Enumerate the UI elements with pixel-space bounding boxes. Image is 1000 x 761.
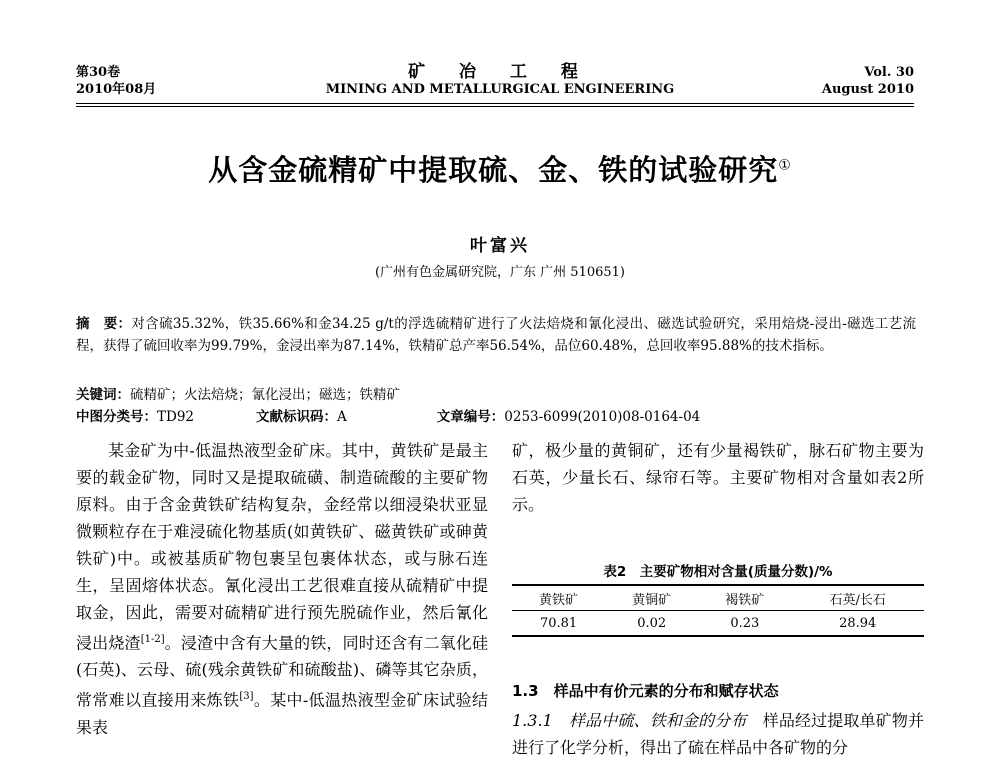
classification-line: [76, 406, 700, 428]
table-header-cell: 黄铁矿: [512, 585, 605, 611]
table-cell: 0.02: [605, 611, 698, 637]
body-left-column: [76, 437, 488, 741]
table-cell: 0.23: [698, 611, 791, 637]
date-cn: 2010年08月: [76, 82, 157, 97]
keywords-label: 关键词：: [76, 387, 130, 403]
body-text-3: 。某中-低温热液型金矿床试验结果表: [76, 690, 488, 737]
citation-3: [3]: [239, 691, 254, 703]
abstract: [76, 313, 916, 357]
article-meta: [76, 384, 700, 428]
title-footnote-mark: ①: [778, 157, 792, 174]
paper-title-text: 从含金硫精矿中提取硫、金、铁的试验研究: [208, 153, 779, 187]
journal-issue-en: [822, 64, 914, 98]
article-no-label: 文章编号：: [436, 409, 505, 425]
body-text-1: 某金矿为中-低温热液型金矿床。其中，黄铁矿是最主要的载金矿物，同时又是提取硫磺、制造硫酸的主要矿物原料。由于含金黄铁矿结构复杂，金经常以细浸染状亚显微颗粒存在于难浸硫化物基质(如黄铁矿、磁黄铁矿或砷黄铁矿)中。或被基质矿物包裹呈包裹体状态，或与脉石连生，呈固熔体状态。氰化浸出工艺很难直接从硫精矿中提取金，因此，需要对硫精矿进行预先脱硫作业，然后氰化浸出烧渣: [76, 441, 488, 653]
header-rule-bottom: [76, 106, 914, 107]
abstract-text: 对含硫35.32%，铁35.66%和金34.25 g/t的浮选硫精矿进行了火法焙烧和氰化浸出、磁选试验研究，采用焙烧-浸出-磁选工艺流程，获得了硫回收率为99.79%，金浸出率为87.14%，铁精矿总产率56.54%，品位60.48%，总回收率95.88%的技术指标。: [76, 316, 916, 354]
table-header-row: [512, 585, 924, 611]
clc-value: TD92: [157, 409, 195, 425]
doc-code-label: 文献标识码：: [256, 409, 338, 425]
table-cell: 28.94: [791, 611, 924, 637]
paper-title: [0, 148, 1000, 189]
clc-label: 中图分类号：: [76, 409, 157, 425]
subsection-1-3-1-heading: 1.3.1 样品中硫、铁和金的分布: [512, 711, 747, 730]
subsection-1-3-1-text: 样品经过提取单矿物并进行了化学分析，得出了硫在样品中各矿物的分: [512, 711, 924, 757]
abstract-label: 摘 要：: [76, 316, 132, 332]
affiliation: (广州有色金属研究院，广东 广州 510651): [374, 265, 626, 280]
subsection-1-3-1: [512, 707, 924, 761]
table-header-cell: 黄铜矿: [605, 585, 698, 611]
table-2: [512, 584, 924, 637]
volume-en: Vol. 30: [864, 65, 914, 80]
body-right-paragraph: 矿，极少量的黄铜矿，还有少量褐铁矿，脉石矿物主要为石英，少量长石、绿帘石等。主要矿物相对含量如表2所示。: [512, 441, 924, 514]
doc-code-value: A: [337, 409, 347, 425]
header-rule-top: [76, 103, 914, 104]
table-2-caption: 表2 主要矿物相对含量(质量分数)/%: [603, 564, 833, 580]
keywords: 硫精矿；火法焙烧；氰化浸出；磁选；铁精矿: [130, 387, 400, 403]
table-header-cell: 石英/长石: [791, 585, 924, 611]
article-no-value: 0253-6099(2010)08-0164-04: [504, 409, 701, 425]
body-text-2: 。浸渣中含有大量的铁，同时还含有二氧化硅(石英)、云母、硫(残余黄铁矿和硫酸盐)、磷等其它杂质，常常难以直接用来炼铁: [76, 633, 488, 710]
journal-name-en: MINING AND METALLURGICAL ENGINEERING: [325, 82, 675, 97]
section-1-3-heading: 1.3 样品中有价元素的分布和赋存状态: [512, 682, 779, 700]
author: 叶富兴: [470, 236, 530, 256]
table-row: [512, 611, 924, 637]
table-header-cell: 褐铁矿: [698, 585, 791, 611]
keywords-line: [76, 384, 700, 406]
citation-1-2: [1-2]: [140, 634, 165, 645]
volume-cn: 第30卷: [76, 65, 121, 80]
table-cell: 70.81: [512, 611, 605, 637]
date-en: August 2010: [821, 82, 914, 97]
journal-name-cn: 矿 冶 工 程: [408, 62, 592, 82]
